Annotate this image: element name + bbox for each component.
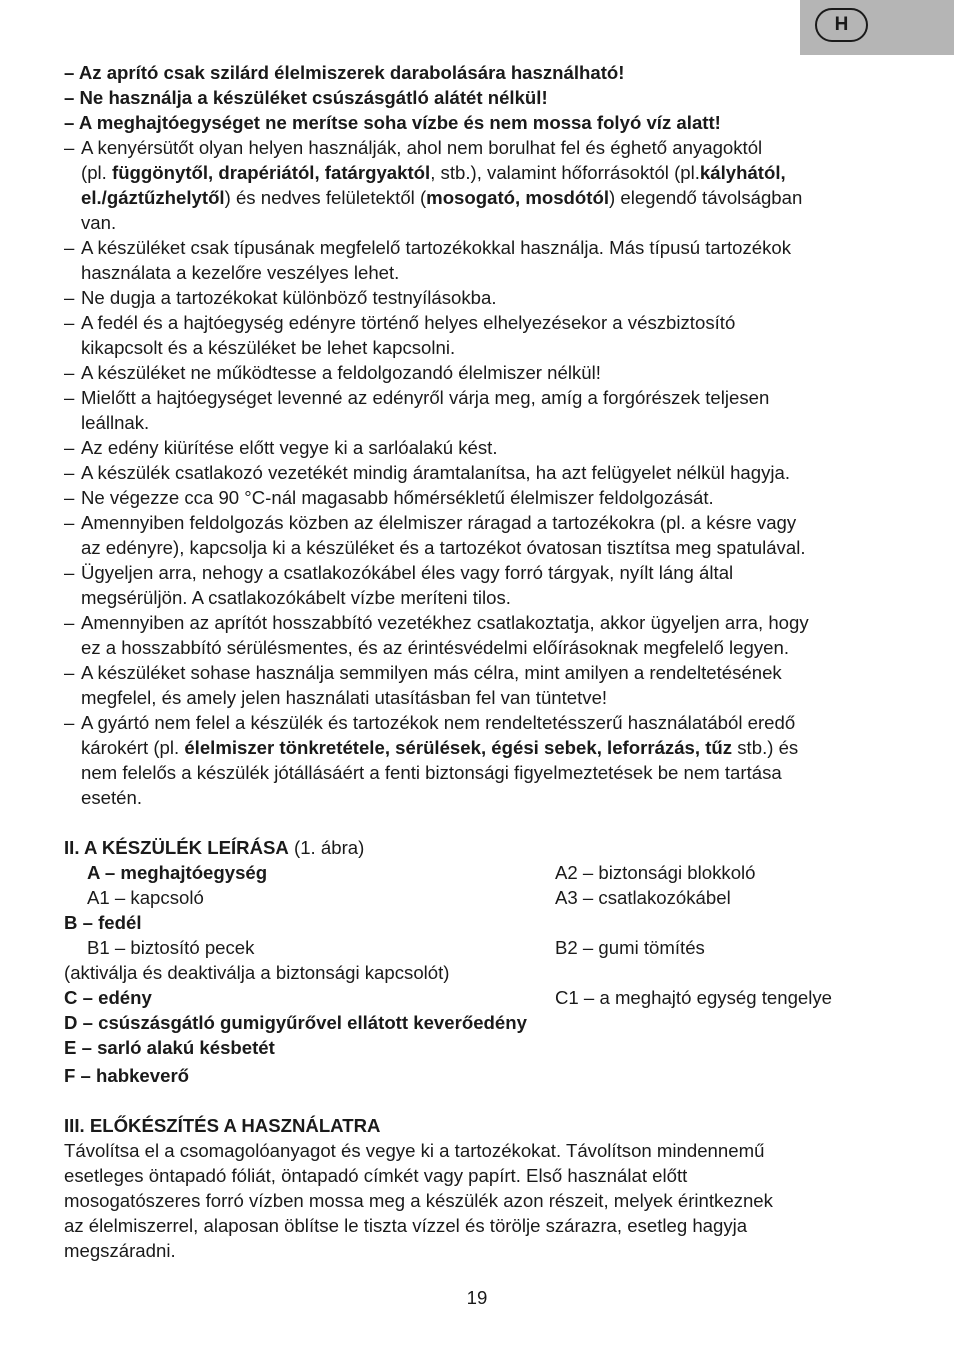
list-item-liability: – A gyártó nem felel a készülék és tartozékok nem rendeltetésszerű használatából eredő károkért (pl. élelmiszer tönkretétele, sérülések, égési sebek, leforrázás, tűz stb.) és nem felelős a készülék jótállásáért a fenti biztonsági figyelmeztetések be nem tartása esetén. xyxy=(64,712,799,808)
paragraph-line: megszáradni. xyxy=(64,1240,176,1261)
list-item-lid: – A fedél és a hajtóegység edényre történő helyes elhelyezésekor a vészbiztosító kikapcsolt és a készüléket be lehet kapcsolni. xyxy=(64,312,736,358)
section-3-heading: III. ELŐKÉSZÍTÉS A HASZNÁLATRA xyxy=(64,1115,381,1136)
list-item-extension: – Amennyiben az aprítót hosszabbító vezetékhez csatlakoztatja, akkor ügyeljen arra, hogy ez a hosszabbító sérülésmentes, és az érintésvédelmi előírásoknak megfelelő legyen. xyxy=(64,612,809,658)
language-tab xyxy=(800,0,954,55)
warning-line: – A meghajtóegységet ne merítse soha vízbe és nem mossa folyó víz alatt! xyxy=(64,112,721,133)
section-2-heading: II. A KÉSZÜLÉK LEÍRÁSA (1. ábra) xyxy=(64,837,365,858)
list-item-temperature: – Ne végezze cca 90 °C-nál magasabb hőmérsékletű élelmiszer feldolgozását. xyxy=(64,487,714,508)
paragraph-line: esetleges öntapadó fóliát, öntapadó címkét vagy papírt. Első használat előtt xyxy=(64,1165,688,1186)
document-body xyxy=(64,60,894,1263)
paragraph-line: az élelmiszerrel, alaposan öblítse le tiszta vízzel és törölje szárazra, esetleg hagyja xyxy=(64,1215,748,1236)
list-item-unplug: – A készülék csatlakozó vezetékét mindig áramtalanítsa, ha azt felügyelet nélkül hagyja. xyxy=(64,462,791,483)
list-item-wait: – Mielőtt a hajtóegységet levenné az edényről várja meg, amíg a forgórészek teljesen leállnak. xyxy=(64,387,770,433)
list-item-stick: – Amennyiben feldolgozás közben az élelmiszer ráragad a tartozékokra (pl. a késre vagy az edényre), kapcsolja ki a készüléket és a tartozékot óvatosan tisztítsa meg spatulával. xyxy=(64,512,806,558)
list-item-accessories: – A készüléket csak típusának megfelelő tartozékokkal használja. Más típusú tartozékok használata a kezelőre veszélyes lehet. xyxy=(64,237,792,283)
warning-line: – Az aprító csak szilárd élelmiszerek darabolására használható! xyxy=(64,62,625,83)
parts-row-b: B – fedél xyxy=(64,912,142,933)
parts-row-b1: B1 – biztosító pecek B2 – gumi tömítés xyxy=(87,937,705,958)
parts-row-f: F – habkeverő xyxy=(64,1065,190,1086)
list-item-cable: – Ügyeljen arra, nehogy a csatlakozókábel éles vagy forró tárgyak, nyílt láng által megsérüljön. A csatlakozókábelt vízbe meríteni tilos. xyxy=(64,562,734,608)
list-item-no-food: – A készüléket ne működtesse a feldolgozandó élelmiszer nélkül! xyxy=(64,362,601,383)
list-item-placement: – A kenyérsütőt olyan helyen használják, ahol nem borulhat fel és éghető anyagoktól (pl. függönytől, drapériától, fatárgyaktól, stb.), valamint hőforrásoktól (pl.kályhától, el./gáztűzhelytől) és nedves felületektől (mosogató, mosdótól) elegendő távolságban van. xyxy=(64,137,803,233)
language-badge: H xyxy=(815,8,868,42)
parts-row-a1: A1 – kapcsoló A3 – csatlakozókábel xyxy=(87,887,731,908)
warning-line: – Ne használja a készüléket csúszásgátló alátét nélkül! xyxy=(64,87,548,108)
list-item-purpose: – A készüléket sohase használja semmilyen más célra, mint amilyen a rendeltetésének megfelel, és amely jelen használati utasításban fel van tüntetve! xyxy=(64,662,782,708)
parts-row-c: C – edény C1 – a meghajtó egység tengelye xyxy=(64,987,833,1008)
parts-row-b-note: (aktiválja és deaktiválja a biztonsági kapcsolót) xyxy=(64,962,450,983)
parts-row-e: E – sarló alakú késbetét xyxy=(64,1037,275,1058)
page-number: 19 xyxy=(466,1287,488,1308)
list-item-blade: – Az edény kiürítése előtt vegye ki a sarlóalakú kést. xyxy=(64,437,498,458)
list-item-openings: – Ne dugja a tartozékokat különböző testnyílásokba. xyxy=(64,287,497,308)
parts-row-d: D – csúszásgátló gumigyűrővel ellátott keverőedény xyxy=(64,1012,527,1033)
parts-row-a: A – meghajtóegység A2 – biztonsági blokkoló xyxy=(87,862,756,883)
paragraph-line: Távolítsa el a csomagolóanyagot és vegye ki a tartozékokat. Távolítson mindennemű xyxy=(64,1140,765,1161)
paragraph-line: mosogatószeres forró vízben mossa meg a készülék azon részeit, melyek érintkeznek xyxy=(64,1190,773,1211)
